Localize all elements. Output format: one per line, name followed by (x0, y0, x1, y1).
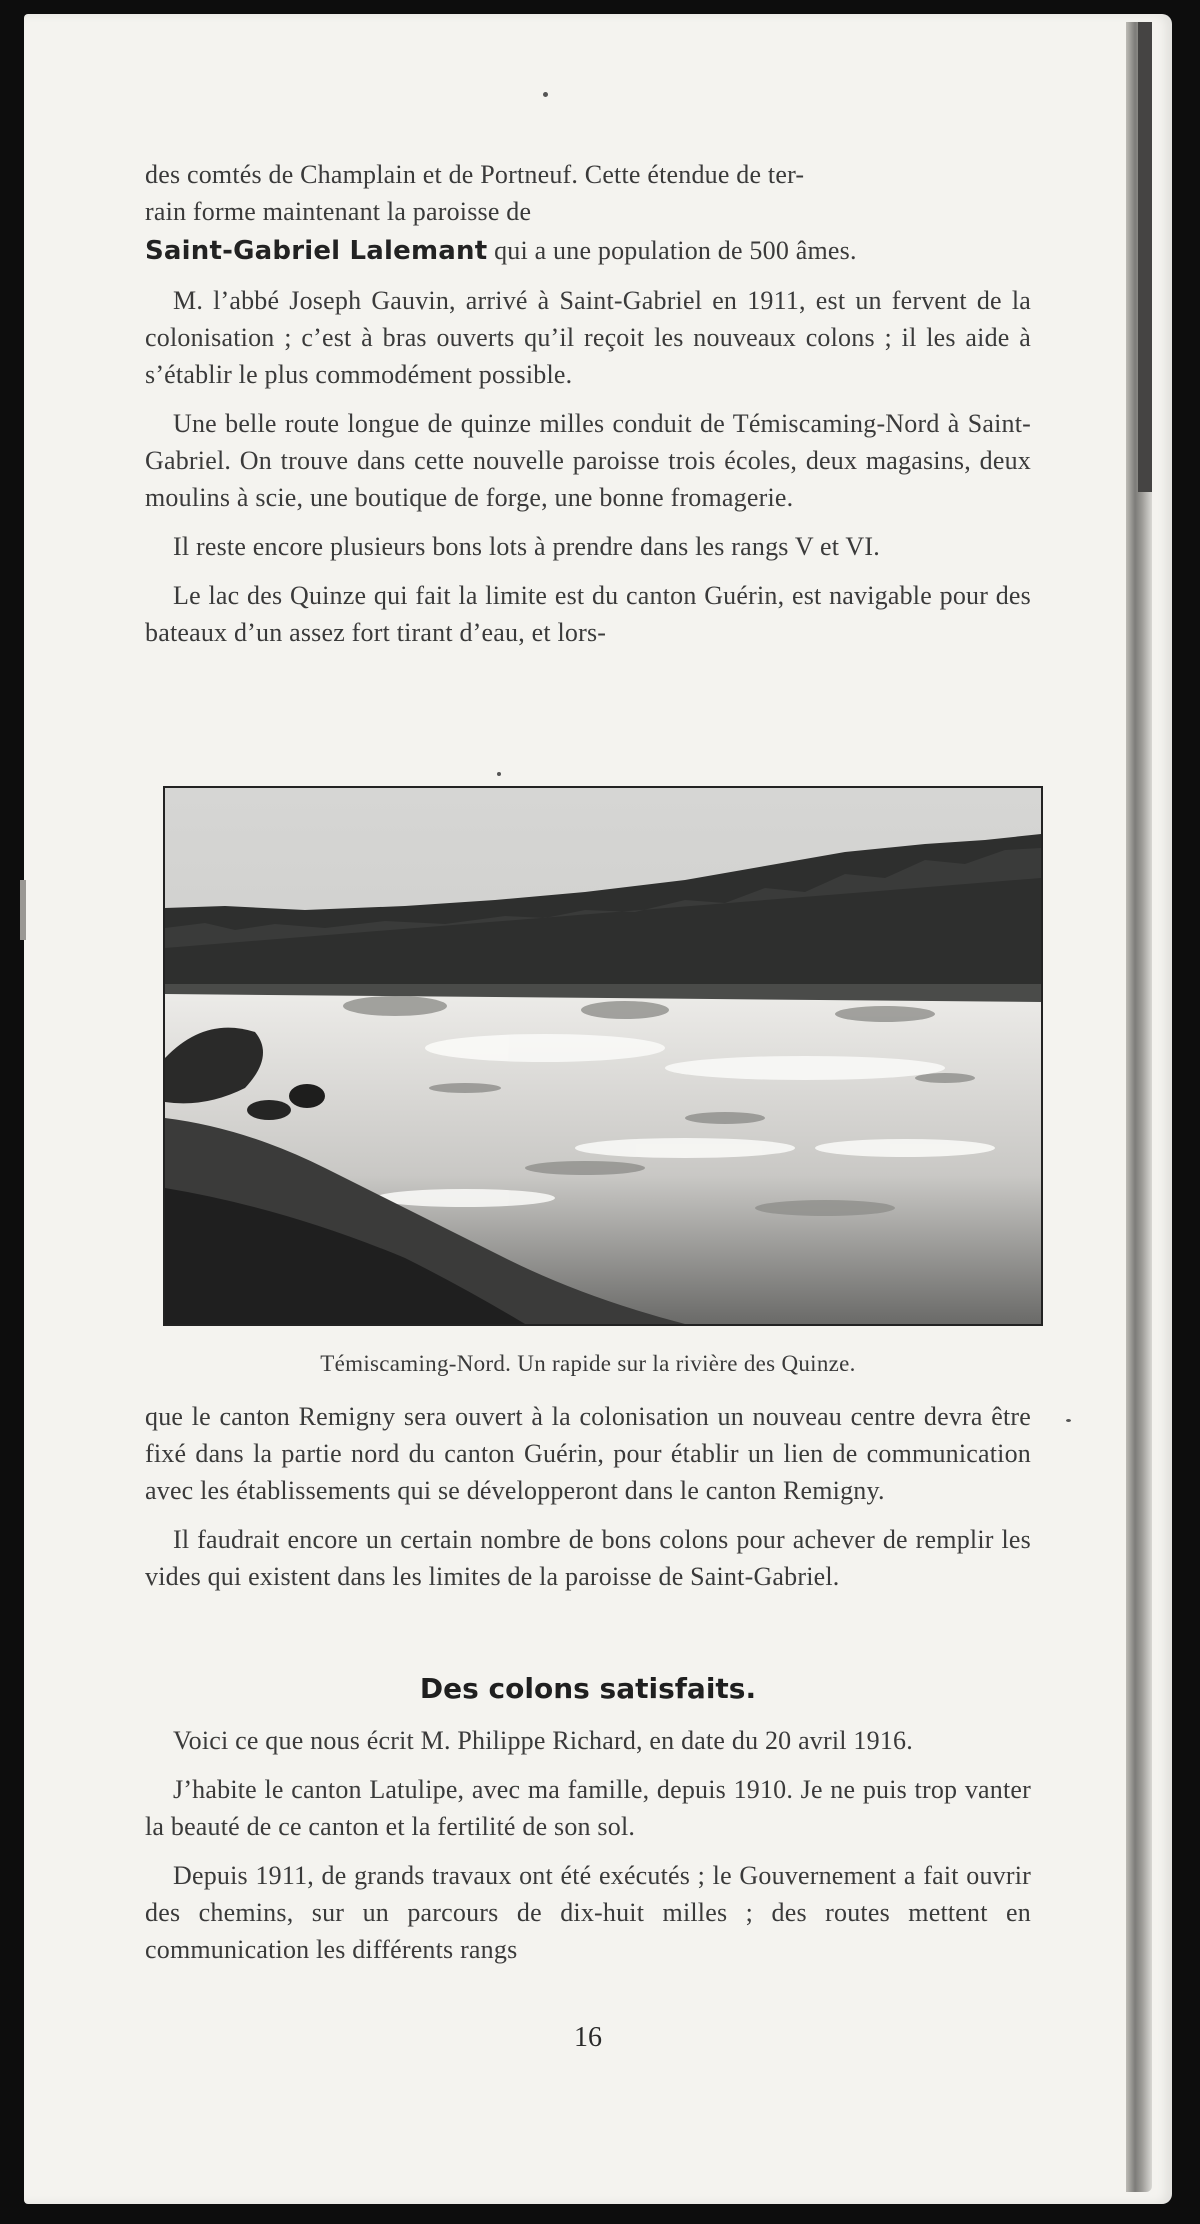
paragraph: Depuis 1911, de grands travaux ont été exécutés ; le Gouvernement a fait ouvrir des chemins, sur un parcours de dix-huit milles ; des routes mettent en communication les différents rangs (145, 1861, 1031, 1964)
ink-speck (1066, 1419, 1071, 1422)
paragraph: M. l’abbé Joseph Gauvin, arrivé à Saint-Gabriel en 1911, est un fervent de la colonisation ; c’est à bras ouverts qu’il reçoit les nouveaux colons ; il les aide à s’établir le plus commodément possible. (145, 286, 1031, 389)
parish-name: Saint-Gabriel Lalemant (145, 236, 488, 266)
paragraph: que le canton Remigny sera ouvert à la colonisation un nouveau centre devra être fixé dans la partie nord du canton Guérin, pour établir un lien de communication avec les établissements qui se développeront dans le canton Remigny. (145, 1402, 1031, 1505)
paragraph (145, 232, 1031, 270)
paragraph: Le lac des Quinze qui fait la limite est du canton Guérin, est navigable pour des bateaux d’un assez fort tirant d’eau, et lors- (145, 581, 1031, 647)
page-number: 16 (574, 2022, 602, 2053)
text-line: des comtés de Champlain et de Portneuf. Cette étendue de ter- (145, 160, 805, 189)
rapids-photograph (163, 786, 1043, 1326)
paragraph: Il faudrait encore un certain nombre de bons colons pour achever de remplir les vides qui existent dans les limites de la paroisse de Saint-Gabriel. (145, 1525, 1031, 1591)
text-block-top (145, 156, 1031, 663)
paragraph: J’habite le canton Latulipe, avec ma famille, depuis 1910. Je ne puis trop vanter la beauté de ce canton et la fertilité de son sol. (145, 1775, 1031, 1841)
text-run: qui a une population de 500 âmes. (487, 236, 857, 265)
page-edge-shadow (1138, 22, 1152, 492)
text-block-bottom (145, 1722, 1031, 1980)
text-line: rain forme maintenant la paroisse de (145, 197, 532, 226)
paragraph: Voici ce que nous écrit M. Philippe Richard, en date du 20 avril 1916. (173, 1726, 913, 1755)
ink-speck (543, 92, 548, 97)
photo-caption: Témiscaming-Nord. Un rapide sur la rivière des Quinze. (320, 1351, 856, 1376)
section-heading: Des colons satisfaits. (419, 1672, 757, 1705)
ink-speck (497, 772, 501, 776)
paragraph (145, 156, 1031, 230)
paragraph: Il reste encore plusieurs bons lots à prendre dans les rangs V et VI. (173, 532, 880, 561)
paragraph: Une belle route longue de quinze milles conduit de Témiscaming-Nord à Saint-Gabriel. On trouve dans cette nouvelle paroisse trois écoles, deux magasins, deux moulins à scie, une boutique de forge, une bonne fromagerie. (145, 409, 1031, 512)
text-block-middle (145, 1398, 1031, 1607)
rapids-photo-image (165, 788, 1041, 1324)
binding-mark (20, 880, 26, 940)
